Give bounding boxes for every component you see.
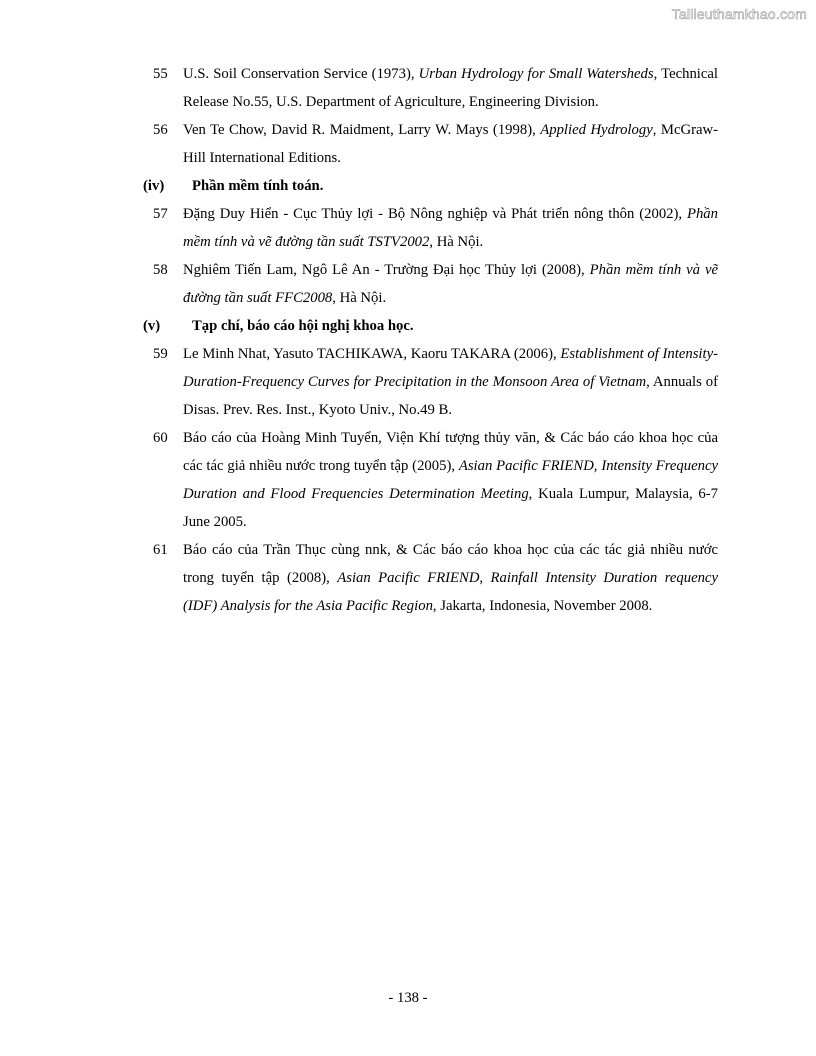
section-heading-iv (138, 172, 718, 200)
reference-number: 61 (153, 542, 168, 558)
section-title: Tạp chí, báo cáo hội nghị khoa học. (192, 318, 414, 334)
reference-text: Đặng Duy Hiển - Cục Thủy lợi - Bộ Nông nghiệp và Phát triển nông thôn (2002), Phần mềm tính và vẽ đường tần suất TSTV2002, Hà Nội. (183, 206, 718, 250)
reference-number: 59 (153, 346, 168, 362)
reference-item (138, 536, 718, 620)
reference-item (138, 340, 718, 424)
section-heading-v (138, 312, 718, 340)
reference-text: Báo cáo của Trần Thục cùng nnk, & Các báo cáo khoa học của các tác giả nhiều nước trong tuyển tập (2008), Asian Pacific FRIEND, Rainfall Intensity Duration requency (IDF) Analysis for the Asia Pacific Region, Jakarta, Indonesia, November 2008. (183, 542, 718, 614)
reference-list (138, 60, 718, 620)
reference-item (138, 424, 718, 536)
reference-text: U.S. Soil Conservation Service (1973), Urban Hydrology for Small Watersheds, Technical Release No.55, U.S. Department of Agriculture, Engineering Division. (183, 66, 719, 110)
section-number: (v) (143, 318, 161, 334)
watermark: Tailieuthamkhao.com (671, 6, 807, 22)
reference-text: Le Minh Nhat, Yasuto TACHIKAWA, Kaoru TAKARA (2006), Establishment of Intensity-Duration-Frequency Curves for Precipitation in the Monsoon Area of Vietnam, Annuals of Disas. Prev. Res. Inst., Kyoto Univ., No.49 B. (183, 346, 718, 418)
section-number: (iv) (143, 178, 165, 194)
reference-item (138, 200, 718, 256)
reference-item (138, 256, 718, 312)
reference-text: Ven Te Chow, David R. Maidment, Larry W. Mays (1998), Applied Hydrology, McGraw-Hill International Editions. (183, 122, 718, 166)
reference-number: 60 (153, 430, 168, 446)
reference-item (138, 60, 718, 116)
reference-number: 57 (153, 206, 168, 222)
reference-text: Báo cáo của Hoàng Minh Tuyển, Viện Khí tượng thủy văn, & Các báo cáo khoa học của các tác giả nhiều nước trong tuyển tập (2005), Asian Pacific FRIEND, Intensity Frequency Duration and Flood Frequencies Determination Meeting, Kuala Lumpur, Malaysia, 6-7 June 2005. (183, 430, 718, 530)
reference-number: 56 (153, 122, 168, 138)
reference-number: 58 (153, 262, 168, 278)
page-number: - 138 - (388, 990, 428, 1006)
reference-text: Nghiêm Tiến Lam, Ngô Lê An - Trường Đại học Thủy lợi (2008), Phần mềm tính và vẽ đường tần suất FFC2008, Hà Nội. (183, 262, 718, 306)
reference-number: 55 (153, 66, 168, 82)
reference-item (138, 116, 718, 172)
section-title: Phần mềm tính toán. (192, 178, 324, 194)
